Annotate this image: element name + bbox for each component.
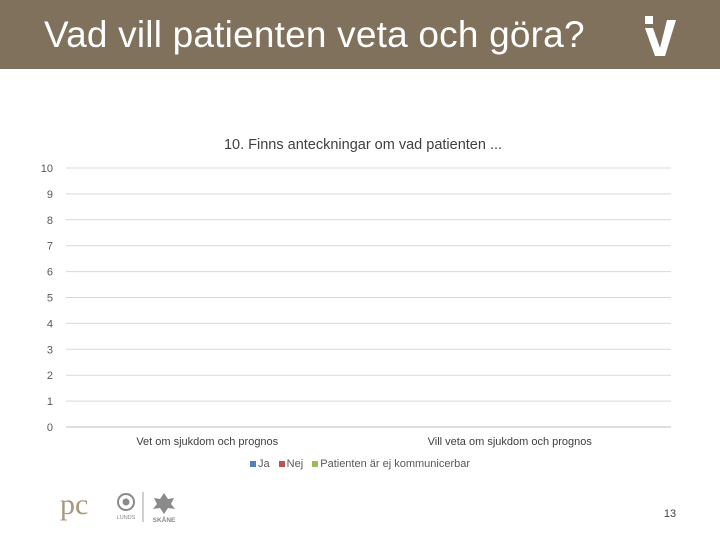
- lunds-universitet-logo-icon: [117, 494, 136, 521]
- y-tick-label: 8: [46, 214, 53, 227]
- legend-item-ej-kommunicerbar: [312, 458, 470, 470]
- chart-title: 10. Finns anteckningar om vad patienten ...: [223, 137, 503, 153]
- x-category-label: Vill veta om sjukdom och prognos: [427, 436, 592, 448]
- y-tick-label: 4: [46, 318, 53, 331]
- y-tick-label: 10: [40, 163, 53, 175]
- chart-legend: [0, 458, 720, 470]
- y-tick-label: 5: [46, 292, 53, 305]
- legend-label-ja: Ja: [257, 458, 270, 470]
- legend-label-nej: Nej: [286, 458, 304, 470]
- x-category-label: Vet om sjukdom och prognos: [136, 436, 279, 448]
- slide-title: Vad vill patienten veta och göra?: [44, 14, 585, 55]
- legend-swatch-ja: [250, 461, 256, 467]
- region-skane-logo-icon: [153, 493, 176, 524]
- pc-logo-text: pc: [60, 490, 89, 521]
- y-tick-label: 7: [46, 240, 53, 253]
- page-number: 13: [663, 508, 677, 520]
- legend-swatch-nej: [279, 461, 285, 467]
- y-tick-label: 9: [46, 188, 53, 201]
- legend-item-ja: [250, 458, 270, 470]
- y-tick-label: 1: [46, 396, 53, 409]
- y-tick-label: 0: [46, 422, 53, 434]
- pc-logo-icon: [60, 490, 88, 521]
- lunds-logo-text: LUNDS: [116, 515, 136, 521]
- legend-swatch-ej-kommunicerbar: [312, 461, 318, 467]
- footer-logos: [60, 490, 190, 524]
- y-tick-label: 3: [46, 344, 53, 357]
- y-tick-label: 2: [46, 370, 53, 383]
- y-tick-label: 6: [46, 266, 53, 279]
- legend-label-ej-kommunicerbar: Patienten är ej kommunicerbar: [320, 458, 471, 470]
- legend-item-nej: [279, 458, 304, 470]
- skane-logo-text: SKÅNE: [152, 517, 176, 524]
